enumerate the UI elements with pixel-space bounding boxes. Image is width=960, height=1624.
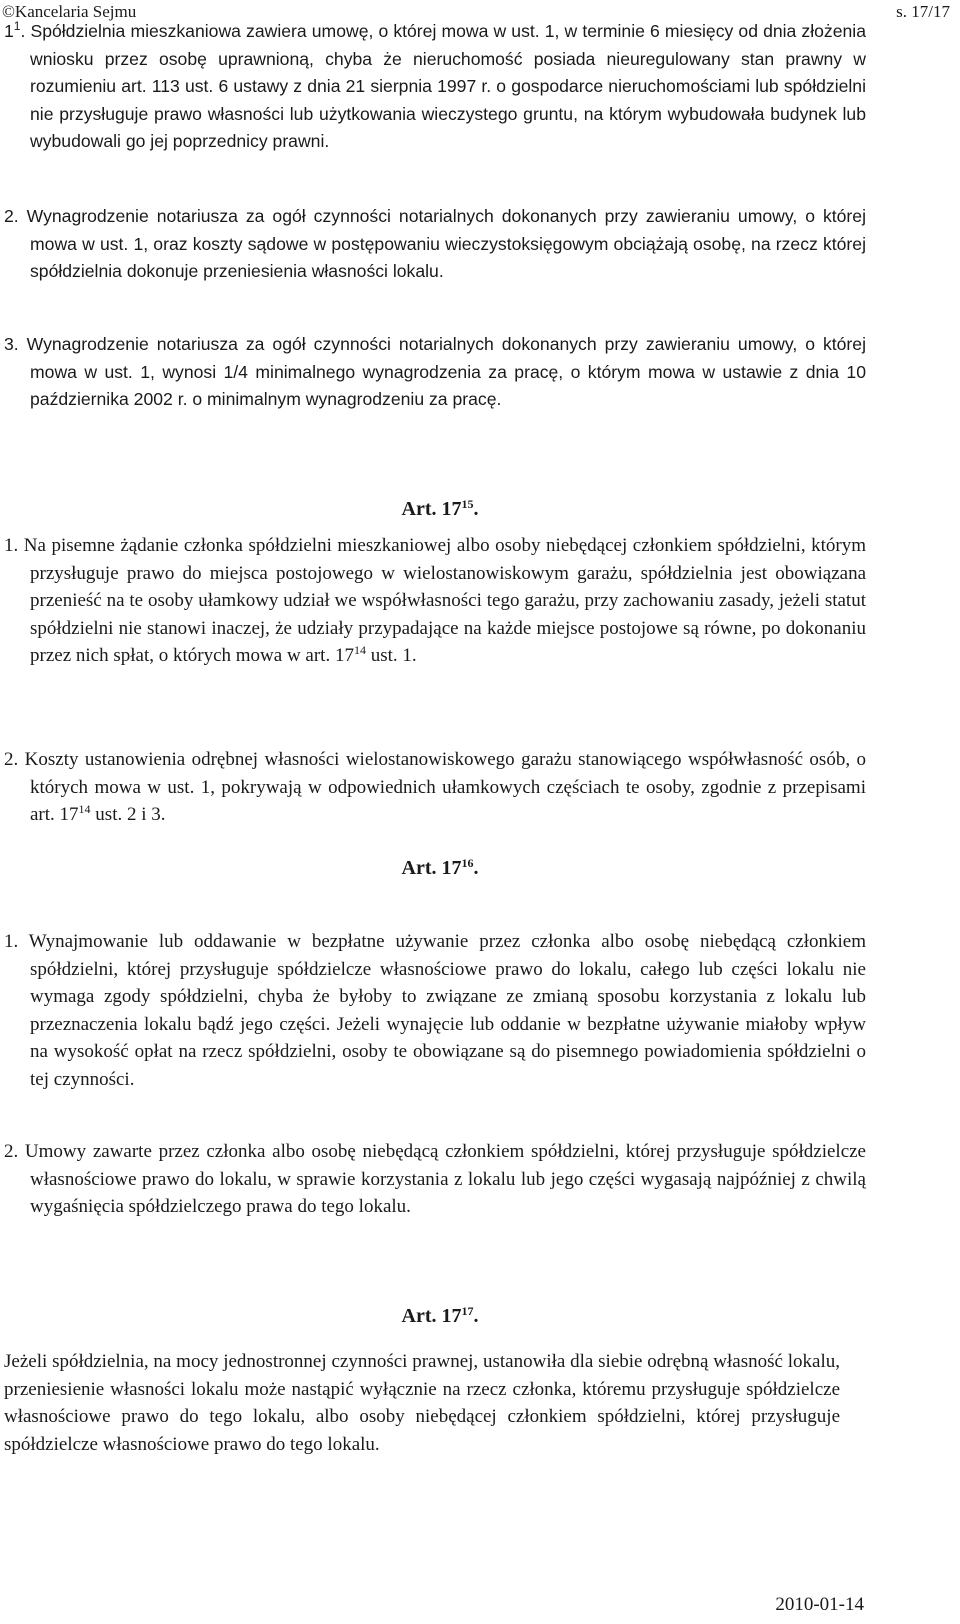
paragraph-17-14-1 xyxy=(4,18,866,156)
paragraph-17-16-1: 1. Wynajmowanie lub oddawanie w bezpłatne używanie przez członka albo osobę niebędącą członkiem spółdzielni, której przysługuje spółdzielcze własnościowe prawo do lokalu, całego lub części lokalu nie wymaga zgody spółdzielni, chyba że byłoby to związane ze zmianą sposobu korzystania z lokalu lub przeznaczenia lokalu bądź jego części. Jeżeli wynajęcie lub oddanie w bezpłatne używanie miałoby wpływ na wysokość opłat na rzecz spółdzielni, osoby te obowiązane są do pisemnego powiadomienia spółdzielni o tej czynności. xyxy=(4,931,866,1090)
paragraph-17-14-2: 2. Wynagrodzenie notariusza za ogół czynności notarialnych dokonanych przy zawieraniu umowy, o której mowa w ust. 1, oraz koszty sądowe w postępowaniu wieczystoksięgowym obciążają osobę, na rzecz której spółdzielnia dokonuje przeniesienia własności lokalu. xyxy=(4,206,866,282)
paragraph-text: 2. Koszty ustanowienia odrębnej własności wielostanowiskowego garażu stanowiącego współwłasność osób, o których mowa w ust. 1, pokrywają w odpowiednich ułamkowych częściach te osoby, zgodnie z przepisami art. 17 xyxy=(4,749,866,826)
page-number: s. 17/17 xyxy=(896,2,950,21)
paragraph-17-17: Jeżeli spółdzielnia, na mocy jednostronnej czynności prawnej, ustanowiła dla siebie odrębną własność lokalu, przeniesienie własności lokalu może nastąpić wyłącznie na rzecz członka, któremu przysługuje spółdzielcze własnościowe prawo do tego lokalu, albo osoby niebędącej członkiem spółdzielni, której przysługuje spółdzielcze własnościowe prawo do tego lokalu. xyxy=(4,1351,840,1455)
paragraph-text: . Spółdzielnia mieszkaniowa zawiera umowę, o której mowa w ust. 1, w terminie 6 miesięcy od dnia złożenia wniosku przez osobę uprawnioną, chyba że nieruchomość posiada nieuregulowany stan prawny w rozumieniu art. 113 ust. 6 ustawy z dnia 21 sierpnia 1997 r. o gospodarce nieruchomościami lub spółdzielni nie przysługuje prawo własności lub użytkowania wieczystego gruntu, na którym wybudowała budynek lub wybudowali go jej poprzednicy prawni. xyxy=(20,21,866,152)
footer-date: 2010-01-14 xyxy=(775,1594,864,1615)
article-heading-17-16: Art. $17^{16}$. xyxy=(401,856,479,879)
article-heading-17-17: Art. $17^{17}$. xyxy=(401,1304,479,1327)
paragraph-17-16-2: 2. Umowy zawarte przez członka albo osobę niebędącą członkiem spółdzielni, której przysługuje spółdzielcze własnościowe prawo do lokalu, w sprawie korzystania z lokalu lub jego części wygasają najpóźniej z chwilą wygaśnięcia spółdzielczego prawa do tego lokalu. xyxy=(4,1141,866,1218)
paragraph-17-15-1: 1. Na pisemne żądanie członka spółdzielni mieszkaniowej albo osoby niebędącej członkiem spółdzielni, którym przysługuje prawo do miejsca postojowego w wielostanowiskowym garażu, spółdzielnia jest obowiązana przenieść na te osoby ułamkowy udział we współwłasności tego garażu, przy zachowaniu zasady, jeżeli statut spółdzielni nie stanowi inaczej, że udziały przypadające na każde miejsce postojowe są równe, po dokonaniu przez nich spłat, o których mowa w art. $17^{14}$ ust. 1. xyxy=(4,535,866,667)
paragraph-superscript: 1 xyxy=(13,19,21,33)
article-heading-17-15: Art. $17^{15}$. xyxy=(401,497,479,520)
paragraph-17-14-3: 3. Wynagrodzenie notariusza za ogół czynności notarialnych dokonanych przy zawieraniu umowy, o której mowa w ust. 1, wynosi 1/4 minimalnego wynagrodzenia za pracę, o którym mowa w ustawie z dnia 10 października 2002 r. o minimalnym wynagrodzeniu za pracę. xyxy=(4,334,866,410)
header-source: ©Kancelaria Sejmu xyxy=(2,2,137,21)
paragraph-superscript: 14 xyxy=(78,802,91,817)
paragraph-17-15-2: 2. Koszty ustanowienia odrębnej własności wielostanowiskowego garażu stanowiącego współwłasność osób, o których mowa w ust. 1, pokrywają w odpowiednich ułamkowych częściach te osoby, zgodnie z przepisami art. $17^{14}$ ust. 2 i 3. xyxy=(4,749,866,826)
paragraph-text: 1. Na pisemne żądanie członka spółdzielni mieszkaniowej albo osoby niebędącej członkiem spółdzielni, którym przysługuje prawo do miejsca postojowego w wielostanowiskowym garażu, spółdzielnia jest obowiązana przenieść na te osoby ułamkowy udział we współwłasności tego garażu, przy zachowaniu zasady, jeżeli statut spółdzielni nie stanowi inaczej, że udziały przypadające na każde miejsce postojowe są równe, po dokonaniu przez nich spłat, o których mowa w art. 17 xyxy=(4,535,866,667)
paragraph-number: 1 xyxy=(4,21,14,41)
paragraph-superscript: 14 xyxy=(353,643,366,658)
